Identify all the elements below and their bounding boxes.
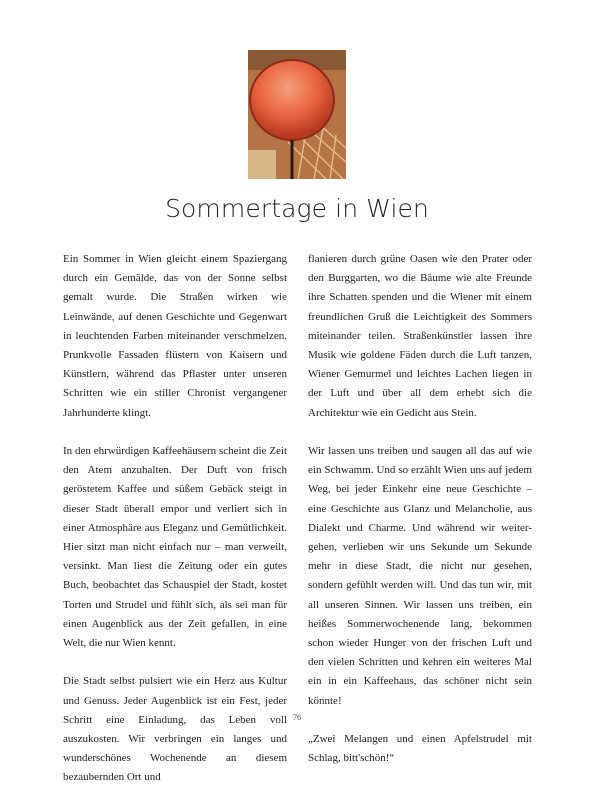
paragraph: Die Stadt selbst pulsiert wie ein Herz aus Kultur und Genuss. Jeder Augenblick ist ein Fest, jeder Schritt eine Einladung, das Leben voll auszukosten. Wir verbringen ein langes und wunderschönes Wochenende an diesem bezaubernden Ort und (63, 675, 287, 784)
article-title: Sommertage in Wien (165, 194, 429, 223)
paragraph: „Zwei Melangen und einen Apfelstrudel mit Schlag, bitt'schön!“ (308, 733, 532, 765)
page-number: 76 (293, 713, 301, 722)
right-column (308, 250, 532, 788)
cafe-table-photo (248, 50, 346, 179)
paragraph: In den ehrwürdigen Kaffeehäusern scheint die Zeit den Atem anzuhalten. Der Duft von frisch geröstetem Kaffee und süßem Gebäck steigt in dieser Stadt überall empor und verliert sich in einer Atmosphäre aus Eleganz und Gemütlichkeit. Hier sitzt man nicht einfach nur – man verweilt, versinkt. Man liest die Zeitung oder ein gutes Buch, beobachtet das Schauspiel der Stadt, kostet Torten und Strudel und fühlt sich, als sei man für einen Augenblick aus der Zeit gefallen, in eine Welt, die nur Wien kennt. (63, 445, 287, 650)
cafe-chairs-illustration (248, 50, 346, 179)
paragraph: flanieren durch grüne Oasen wie den Prater oder den Burggarten, wo die Bäume wie alte Freunde ihre Schatten spenden und die Wiener mit einem freundlichen Gruß die Leichtigkeit des Sommers miteinander teilen. Straßenkünstler lassen ihre Musik wie goldene Fäden durch die Luft tanzen, Wiener Gemurmel und leichtes Lachen liegen in der Luft und über all dem erhebt sich die Architektur wie ein Gedicht aus Stein. (308, 253, 532, 419)
paragraph: Ein Sommer in Wien gleicht einem Spaziergang durch ein Gemälde, das von der Sonne selbst gemalt wurde. Die Straßen wirken wie Leinwände, auf denen Geschichte und Gegenwart in leuchtenden Farben miteinander verschmelzen. Prunkvolle Fassaden flüstern von Kaisern und Künstlern, während das Pflaster unter unseren Schritten wie ein stiller Chronist vergangener Jahrhunderte klingt. (63, 253, 287, 419)
paragraph: Wir lassen uns treiben und saugen all das auf wie ein Schwamm. Und so erzählt Wien uns auf jedem Weg, bei jeder Einkehr eine neue Geschichte – eine Geschichte aus Glanz und Melancholie, aus Dialekt und Charme. Und während wir weiter-gehen, verlieben wir uns Sekunde um Sekunde mehr in diese Stadt, die nicht nur gesehen, sondern gefühlt werden will. Und das tun wir, mit all unseren Sinnen. Wir lassen uns treiben, ein heißes Sommerwochenende lang, bekommen schon wieder Hunger von der frischen Luft und den vielen Schritten und kehren ein weiteres Mal ein in ein Kaffeehaus, das schöner nicht sein könnte! (308, 445, 532, 707)
left-column (63, 250, 287, 807)
